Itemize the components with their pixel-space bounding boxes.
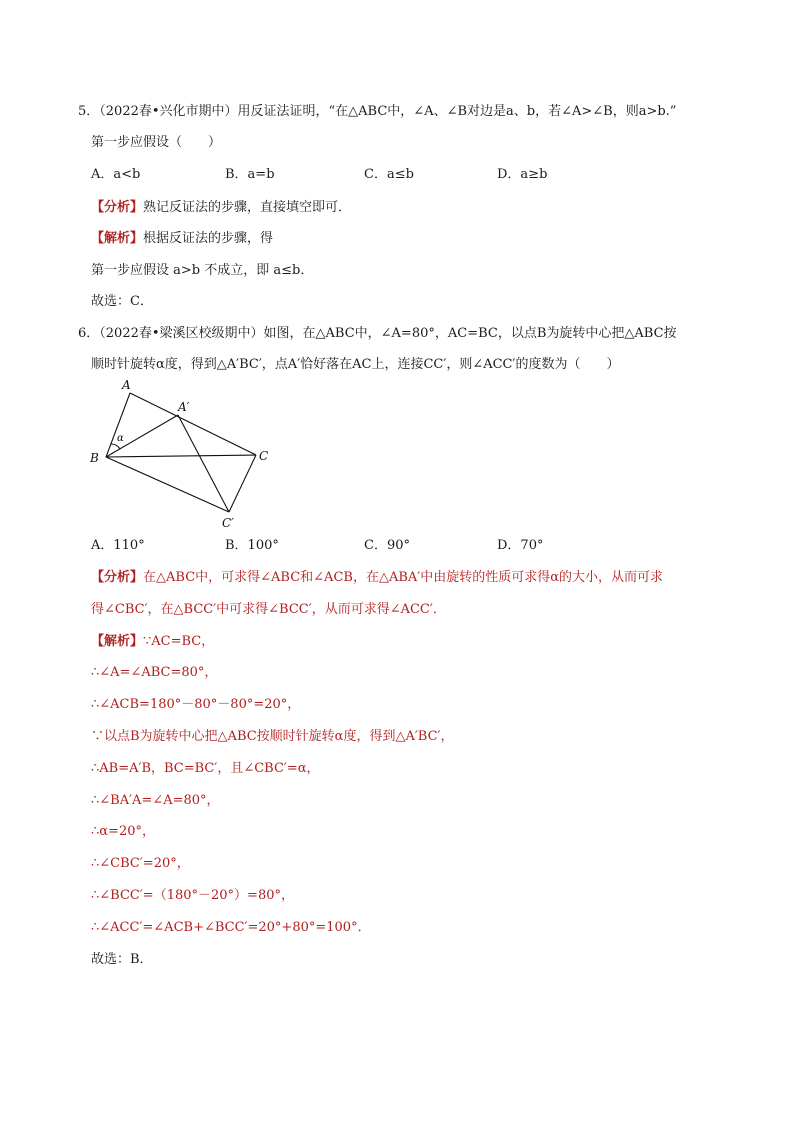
solution-tag: 【解析】 <box>91 634 144 649</box>
q6-solution-line3: ∴∠ACB=180°－80°－80°=20°， <box>91 697 301 712</box>
label-a: A <box>122 378 131 392</box>
q5-option-c: C．a≤b <box>364 167 414 182</box>
q5-analysis <box>91 199 351 217</box>
q6-option-b: B．100° <box>225 538 279 553</box>
analysis-text: 熟记反证法的步骤，直接填空即可． <box>143 200 352 215</box>
q6-stem-line1: 6．（2022春•梁溪区校级期中）如图，在△ABC中，∠A=80°，AC=BC，以点B为旋转中心把△ABC按 <box>78 326 677 341</box>
solution-text: ∵AC=BC， <box>143 634 215 649</box>
label-b: B <box>90 451 99 465</box>
q5-solution <box>91 230 273 248</box>
segment-cc-prime <box>229 455 256 512</box>
q6-answer: 故选：B． <box>91 952 153 967</box>
q5-stem-line2: 第一步应假设（ ） <box>91 135 222 150</box>
q6-solution-line1 <box>91 633 214 651</box>
q5-solution-step: 第一步应假设 a>b 不成立，即 a≤b． <box>91 263 314 278</box>
label-a-prime: A′ <box>178 400 190 414</box>
q5-option-b: B．a=b <box>225 167 275 182</box>
segment-bc-prime <box>106 457 229 512</box>
solution-tag: 【解析】 <box>91 231 144 246</box>
q6-solution-line2: ∴∠A=∠ABC=80°， <box>91 665 218 680</box>
q5-option-d: D．a≥b <box>497 167 548 182</box>
q5-answer: 故选：C． <box>91 294 153 309</box>
q6-solution-line4: ∵以点B为旋转中心把△ABC按顺时针旋转α度，得到△A′BC′， <box>91 729 454 744</box>
q5-stem-line1: 5．（2022春•兴化市期中）用反证法证明，“在△ABC中，∠A、∠B对边是a、b，若∠A>∠B，则a>b.” <box>78 104 677 119</box>
segment-bc <box>106 455 256 457</box>
alpha-arc <box>111 444 120 449</box>
analysis-tag: 【分析】 <box>91 200 144 215</box>
q6-stem-line2: 顺时针旋转α度，得到△A′BC′，点A′恰好落在AC上，连接CC′，则∠ACC′的度数为（ ） <box>91 357 620 372</box>
segment-ac <box>130 393 256 455</box>
analysis-text: 在△ABC中，可求得∠ABC和∠ACB，在△ABA′中由旋转的性质可求得α的大小，从而可求 <box>143 570 664 585</box>
q6-option-a: A．110° <box>91 538 145 553</box>
q6-option-d: D．70° <box>497 538 544 553</box>
q5-option-a: A．a<b <box>91 167 141 182</box>
q6-solution-line7: ∴α=20°， <box>91 824 155 839</box>
analysis-tag: 【分析】 <box>91 570 144 585</box>
solution-text: 根据反证法的步骤，得 <box>143 231 274 246</box>
q6-analysis-line1 <box>91 569 663 587</box>
q6-solution-line6: ∴∠BA′A=∠A=80°， <box>91 793 220 808</box>
q6-solution-line10: ∴∠ACC′=∠ACB+∠BCC′=20°+80°=100°． <box>91 920 371 935</box>
q6-analysis-line2: 得∠CBC′，在△BCC′中可求得∠BCC′，从而可求得∠ACC′． <box>91 602 446 617</box>
q6-solution-line9: ∴∠BCC′=（180°－20°）=80°， <box>91 888 294 903</box>
label-c: C <box>259 449 269 463</box>
q6-solution-line8: ∴∠CBC′=20°， <box>91 856 190 871</box>
label-c-prime: C′ <box>222 516 234 530</box>
q6-option-c: C．90° <box>364 538 410 553</box>
label-alpha: α <box>117 433 124 444</box>
segment-ba <box>106 393 130 457</box>
geometry-figure <box>86 375 286 535</box>
q6-solution-line5: ∴AB=A′B，BC=BC′，且∠CBC′=α， <box>91 761 320 776</box>
